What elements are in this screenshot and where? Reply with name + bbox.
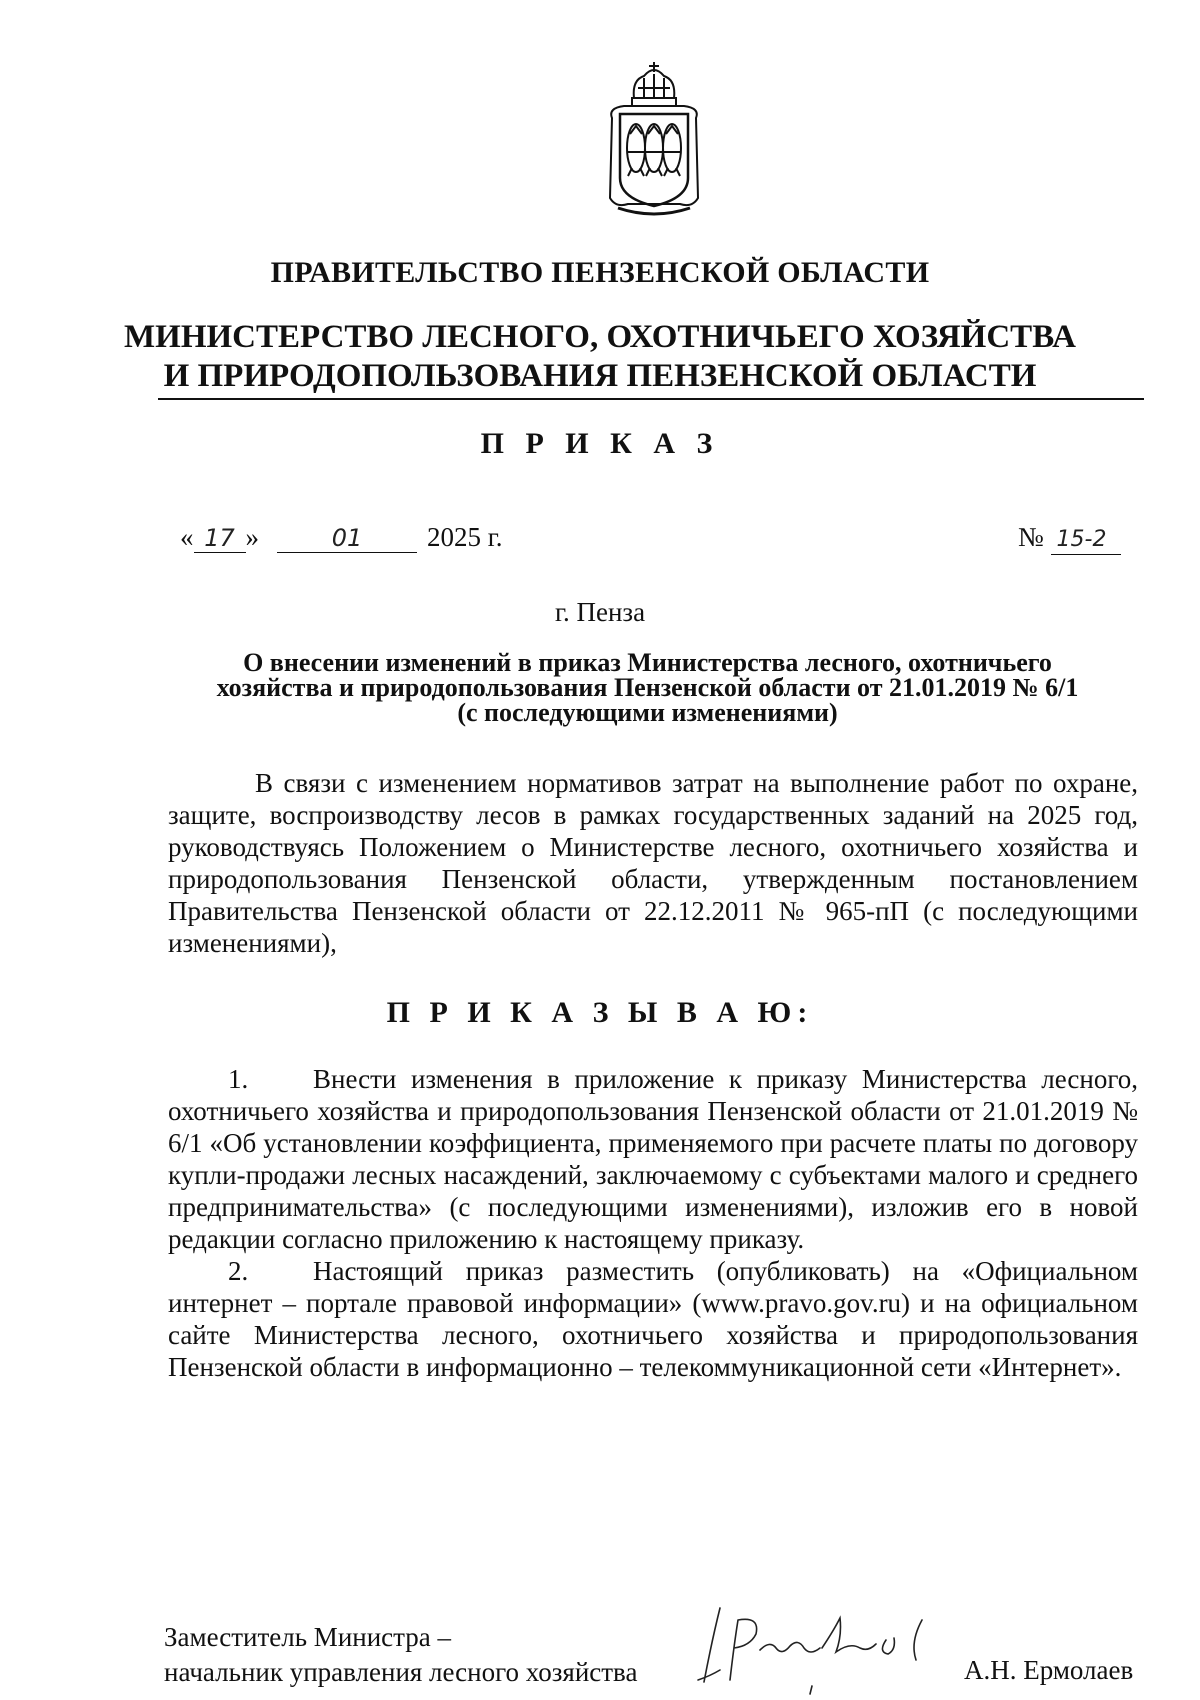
order-items (168, 1063, 1138, 1383)
signatory-position (164, 1620, 637, 1690)
handwritten-signature-icon (690, 1590, 960, 1700)
ministry-name (0, 318, 1200, 396)
title-line1: О внесении изменений в приказ Министерства лесного, охотничьего (243, 648, 1052, 677)
ministry-name-line1: МИНИСТЕРСТВО ЛЕСНОГО, ОХОТНИЧЬЕГО ХОЗЯЙСТВА (124, 319, 1076, 355)
date-year: 2025 г. (427, 522, 503, 552)
date-close-quote: » (245, 522, 259, 552)
document-number (1018, 522, 1121, 555)
document-title (160, 650, 1135, 725)
signatory-position-line2: начальник управления лесного хозяйства (164, 1657, 638, 1687)
order-heading: П Р И К А З Ы В А Ю: (386, 996, 814, 1029)
document-type: П Р И К А З (480, 427, 720, 460)
date-day: 17 (194, 524, 246, 553)
preamble-paragraph: В связи с изменением нормативов затрат на выполнение работ по охране, защите, воспроизводству лесов в рамках государственных заданий на 2025 год, руководствуясь Положением о Министерстве лесного, охотничьего хозяйства и природопользования Пензенской области, утвержденным постановлением Правительства Пензенской области от 22.12.2011 № 965-пП (с последующими изменениями), (168, 768, 1138, 958)
date-month: 01 (277, 524, 417, 553)
coat-of-arms-icon (598, 58, 710, 218)
number-value: 15-2 (1051, 526, 1121, 555)
header-divider (158, 398, 1144, 400)
ministry-name-line2: И ПРИРОДОПОЛЬЗОВАНИЯ ПЕНЗЕНСКОЙ ОБЛАСТИ (163, 358, 1037, 394)
date-open-quote: « (180, 522, 194, 552)
title-line3: (с последующими изменениями) (457, 698, 838, 727)
title-line2: хозяйства и природопользования Пензенской области от 21.01.2019 № 6/1 (216, 673, 1079, 702)
signatory-name: А.Н. Ермолаев (964, 1655, 1134, 1685)
document-city: г. Пенза (554, 597, 646, 627)
signatory-position-line1: Заместитель Министра – (164, 1622, 452, 1652)
government-name: ПРАВИТЕЛЬСТВО ПЕНЗЕНСКОЙ ОБЛАСТИ (270, 256, 930, 289)
order-item (168, 1063, 1138, 1255)
order-item-number: 1. (228, 1064, 249, 1094)
document-date (180, 522, 503, 553)
order-item-number: 2. (228, 1256, 249, 1286)
order-item-text: Внести изменения в приложение к приказу Министерства лесного, охотничьего хозяйства и природопользования Пензенской области от 21.01.2019 № 6/1 «Об установлении коэффициента, применяемого при расчете платы по договору купли-продажи лесных насаждений, заключаемому с субъектами малого и среднего предпринимательства» (с последующими изменениями), изложив его в новой редакции согласно приложению к настоящему приказу. (168, 1064, 1138, 1254)
order-item (168, 1255, 1138, 1383)
order-item-text: Настоящий приказ разместить (опубликовать) на «Официальном интернет – портале правовой информации» (www.pravo.gov.ru) и на официальном сайте Министерства лесного, охотничьего хозяйства и природопользования Пензенской области в информационно – телекоммуникационной сети «Интернет». (168, 1256, 1138, 1382)
number-sign: № (1018, 522, 1044, 552)
